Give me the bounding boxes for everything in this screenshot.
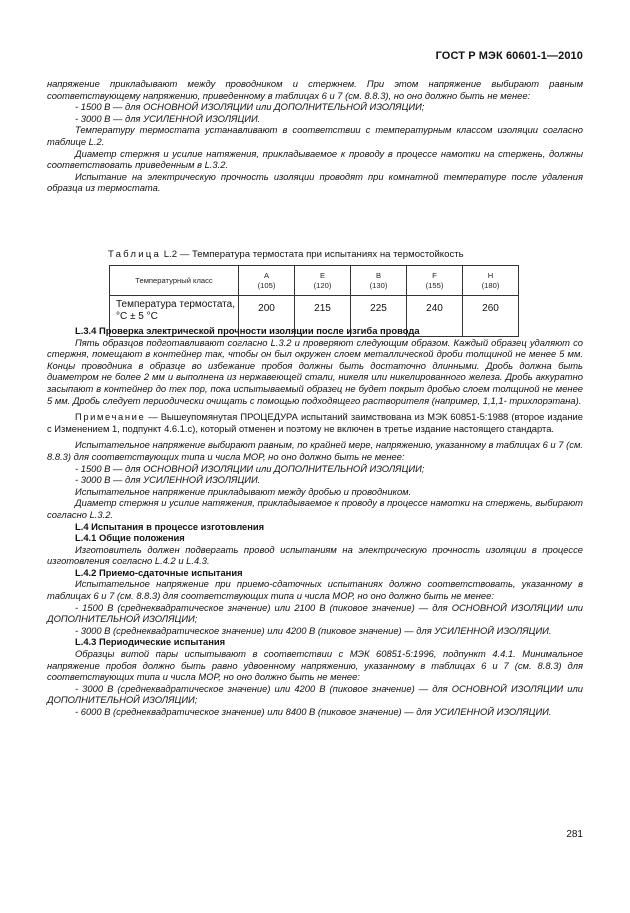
class-letter: E bbox=[319, 270, 326, 280]
list-item: - 1500 В (среднеквадратическое значение) или 2100 В (пиковое значение) — для ОСНОВНОЙ ИЗОЛЯЦИИ или ДОПОЛНИТЕЛЬНОЙ ИЗОЛЯЦИИ; bbox=[47, 601, 583, 625]
paragraph: Испытательное напряжение выбирают равным, по крайней мере, напряжению, указанному в таблицах 6 и 7 (см. 8.8.3) для соответствующих типа и числа МОР, но оно должно быть не менее: bbox=[47, 439, 583, 462]
paragraph: Испытательное напряжение при приемо-сдаточных испытаниях должно соответствовать, указанному в таблицах 6 и 7 (см. 8.8.3) для соответствующих типа и числа МОР, но оно должно быть не менее: bbox=[47, 578, 583, 602]
section-heading: L.3.4 Проверка электрической прочности изоляции после изгиба провода bbox=[75, 325, 420, 336]
paragraph: напряжение прикладывают между проводником и стержнем. При этом напряжение выбирают равным соответствующему напряжению, приведенному в таблицах 6 и 7 (см. 8.8.3), но оно должно быть не менее: bbox=[47, 78, 583, 101]
value-cell: 240 bbox=[407, 296, 463, 337]
section-heading: L.4 Испытания в процессе изготовления bbox=[75, 520, 265, 532]
list-item: - 3000 В — для УСИЛЕННОЙ ИЗОЛЯЦИИ. bbox=[75, 474, 261, 486]
class-code: (180) bbox=[481, 280, 500, 290]
page-number: 281 bbox=[566, 829, 583, 840]
paragraph: Образцы витой пары испытывают в соответствии с МЭК 60851-5:1996, подпункт 4.4.1. Минимальное напряжение пробоя должно быть равно удвоенному напряжению, указанному в таблицах 6 и 7 (см. 8.8.3) для соответствующих типа и числа МОР, но оно должно быть не менее: bbox=[47, 648, 583, 683]
table-header-row bbox=[110, 266, 519, 296]
paragraph: Пять образцов подготавливают согласно L.3.2 и проверяют следующим образом. Каждый образец удаляют со стержня, помещают в контейнер так, чтобы он был окружен слоем металлической дроби толщиной не менее 5 мм. Концы проводника в образце во избежание пробоя должны быть достаточно длинными. Дробь должна быть диаметром не более 2 мм и выполнена из нержавеющей стали, никеля или никелированного железа. Дробь аккуратно засыпают в контейнер до тех пор, пока испытываемый образец не будет покрыт дробью слоем толщиной не менее 5 мм. Дробь следует периодически очищать с помощью подходящего растворителя (например, 1,1,1- трихлорэтана). bbox=[47, 336, 583, 406]
header-cell bbox=[351, 266, 407, 296]
list-item: - 3000 В (среднеквадратическое значение) или 4200 В (пиковое значение) — для УСИЛЕННОЙ ИЗОЛЯЦИИ. bbox=[75, 624, 552, 636]
value-cell: 260 bbox=[463, 296, 519, 337]
subsection-heading: L.4.2 Приемо-сдаточные испытания bbox=[75, 566, 243, 578]
subsection-heading: L.4.1 Общие положения bbox=[75, 532, 185, 544]
note-text: — Вышеупомянутая ПРОЦЕДУРА испытаний заимствована из МЭК 60851-5:1988 (второе издание с Изменением 1, подпункт 4.6.1.с), который отменен и поэтому не включен в третье издание настоящего стандарта. bbox=[47, 411, 583, 434]
list-item: - 1500 В — для ОСНОВНОЙ ИЗОЛЯЦИИ или ДОПОЛНИТЕЛЬНОЙ ИЗОЛЯЦИИ; bbox=[75, 462, 425, 474]
table-caption-text: L.2 — Температура термостата при испытаниях на термостойкость bbox=[163, 249, 464, 260]
header-cell bbox=[239, 266, 295, 296]
class-code: (155) bbox=[425, 280, 444, 290]
note bbox=[47, 411, 583, 434]
header-cell bbox=[407, 266, 463, 296]
table-caption-word: Таблица bbox=[108, 249, 162, 260]
paragraph: Температуру термостата устанавливают в соответствии с температурным классом изоляции согласно таблице L.2. bbox=[47, 124, 583, 147]
value-cell: 215 bbox=[295, 296, 351, 337]
class-letter: B bbox=[375, 270, 382, 280]
class-code: (105) bbox=[257, 280, 276, 290]
document-header: ГОСТ Р МЭК 60601-1—2010 bbox=[435, 50, 583, 62]
continuation-block bbox=[47, 78, 583, 194]
class-letter: H bbox=[487, 270, 494, 280]
paragraph: Диаметр стержня и усилие натяжения, прикладываемое к проводу в процессе намотки на стержень, выбирают согласно L.3.2. bbox=[47, 497, 583, 520]
class-code: (120) bbox=[313, 280, 332, 290]
table-caption bbox=[108, 249, 464, 260]
value-cell: 225 bbox=[351, 296, 407, 337]
subsection-heading: L.4.3 Периодические испытания bbox=[75, 636, 226, 648]
class-code: (130) bbox=[369, 280, 388, 290]
class-letter: A bbox=[263, 270, 270, 280]
row-label: Температура термостата, °C ± 5 °C bbox=[110, 296, 239, 337]
note-word: Примечание bbox=[75, 411, 146, 423]
value-cell: 200 bbox=[239, 296, 295, 337]
paragraph: Диаметр стержня и усилие натяжения, прикладываемое к проводу в процессе намотки на стержень, должны соответствовать приведенным в L.3.2. bbox=[47, 147, 583, 171]
list-item: - 6000 В (среднеквадратическое значение) или 8400 В (пиковое значение) — для УСИЛЕННОЙ ИЗОЛЯЦИИ. bbox=[75, 706, 552, 717]
paragraph: Испытание на электрическую прочность изоляции проводят при комнатной температуре после удаления образца из термостата. bbox=[47, 170, 583, 194]
paragraph: Изготовитель должен подвергать провод испытаниям на электрическую прочность изоляции в процессе изготовления согласно L.4.2 и L.4.3. bbox=[47, 543, 583, 567]
paragraph: Испытательное напряжение прикладывают между дробью и проводником. bbox=[75, 485, 412, 497]
header-cell bbox=[295, 266, 351, 296]
header-cell-class: Температурный класс bbox=[110, 266, 239, 296]
list-item: - 1500 В — для ОСНОВНОЙ ИЗОЛЯЦИИ или ДОПОЛНИТЕЛЬНОЙ ИЗОЛЯЦИИ; bbox=[75, 101, 425, 113]
list-item: - 3000 В — для УСИЛЕННОЙ ИЗОЛЯЦИИ. bbox=[75, 112, 261, 124]
header-cell bbox=[463, 266, 519, 296]
class-letter: F bbox=[432, 270, 437, 280]
list-item: - 3000 В (среднеквадратическое значение) или 4200 В (пиковое значение) — для ОСНОВНОЙ ИЗОЛЯЦИИ или ДОПОЛНИТЕЛЬНОЙ ИЗОЛЯЦИИ; bbox=[47, 682, 583, 706]
section-l34 bbox=[47, 325, 583, 718]
